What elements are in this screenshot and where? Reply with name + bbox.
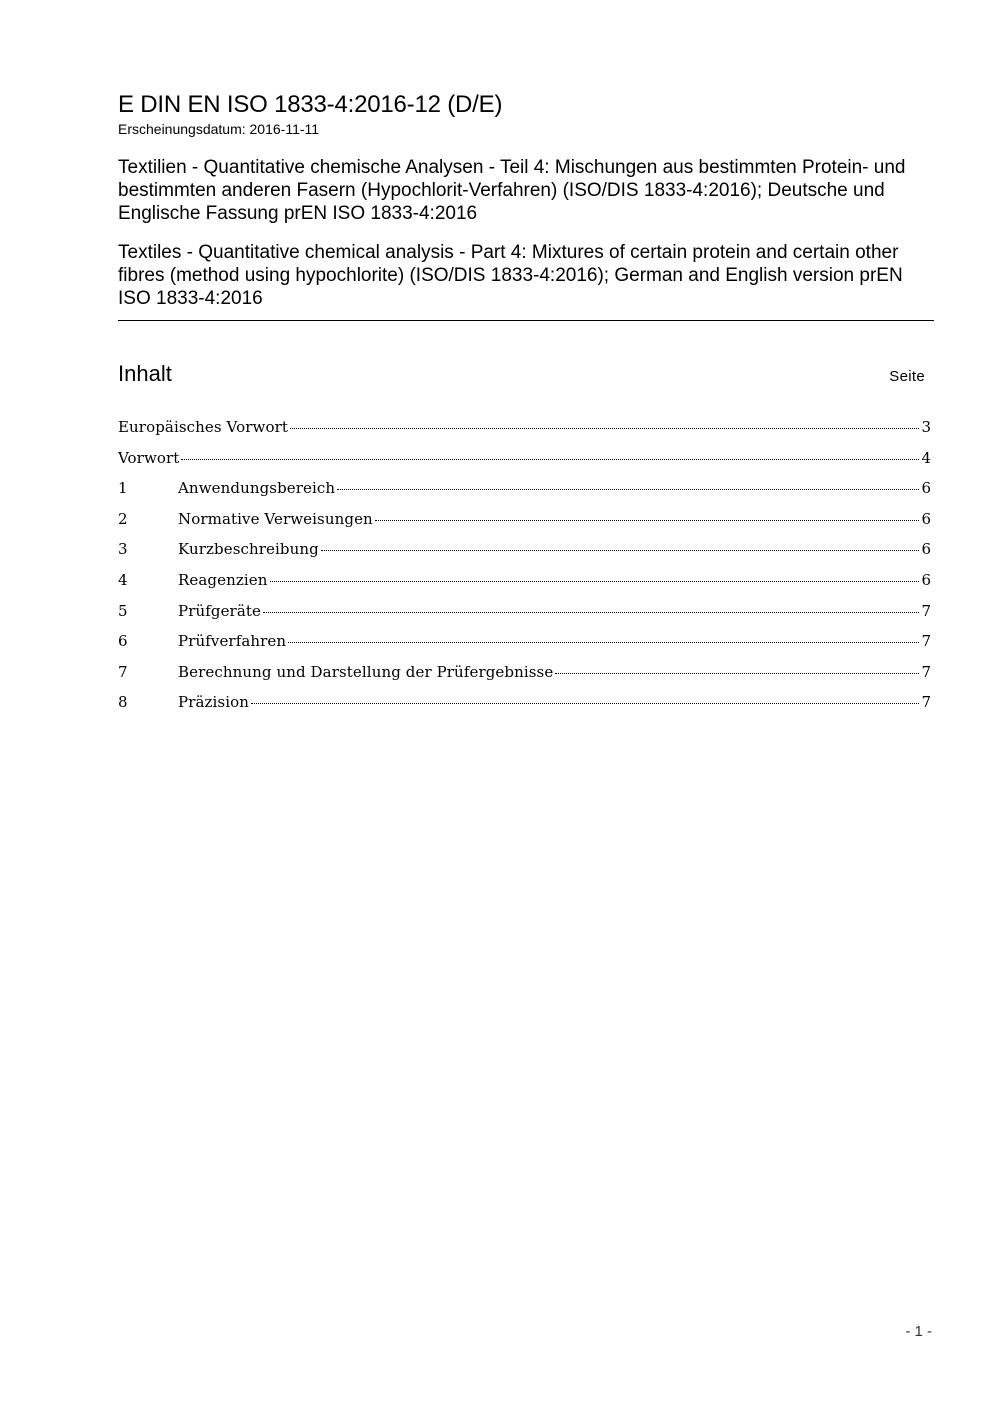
- table-of-contents: [118, 416, 931, 722]
- toc-entry-number: 7: [118, 662, 128, 681]
- toc-entry-pruefgeraete[interactable]: [118, 600, 931, 631]
- toc-entry-reagenzien[interactable]: [118, 569, 931, 600]
- toc-entry-page: 6: [921, 570, 931, 589]
- title-english: Textiles - Quantitative chemical analysis - Part 4: Mixtures of certain protein and certain other fibres (method using hypochlorite) (ISO/DIS 1833-4:2016); German and English version prEN ISO 1833-4:2016: [118, 242, 903, 309]
- toc-page-column-label: Seite: [889, 368, 925, 385]
- toc-heading: Inhalt: [118, 361, 172, 386]
- toc-leader-dots: [251, 691, 919, 704]
- toc-entry-page: 6: [921, 509, 931, 528]
- toc-entry-page: 6: [921, 540, 931, 559]
- toc-entry-page: 7: [921, 632, 931, 651]
- toc-entry-label: Präzision: [178, 693, 249, 712]
- toc-entry-praezision[interactable]: [118, 691, 931, 722]
- toc-entry-number: 1: [118, 479, 128, 498]
- toc-entry-kurzbeschreibung[interactable]: [118, 538, 931, 569]
- toc-leader-dots: [555, 661, 919, 674]
- toc-leader-dots: [375, 508, 920, 521]
- toc-entry-label: Reagenzien: [178, 570, 268, 589]
- toc-leader-dots: [263, 600, 919, 613]
- toc-entry-anwendungsbereich[interactable]: [118, 477, 931, 508]
- toc-leader-dots: [270, 569, 920, 582]
- toc-leader-dots: [288, 630, 919, 643]
- toc-leader-dots: [181, 447, 919, 460]
- toc-entry-number: 5: [118, 601, 128, 620]
- toc-entry-label: Prüfverfahren: [178, 632, 287, 651]
- toc-entry-page: 7: [921, 601, 931, 620]
- toc-entry-page: 3: [921, 418, 931, 436]
- toc-leader-dots: [321, 538, 920, 551]
- toc-entry-number: 3: [118, 540, 128, 559]
- toc-entry-normative-verweisungen[interactable]: [118, 508, 931, 539]
- toc-entry-number: 2: [118, 509, 128, 528]
- toc-leader-dots: [290, 416, 919, 429]
- toc-entry-number: 8: [118, 693, 128, 712]
- toc-entry-page: 6: [921, 479, 931, 498]
- document-header: [118, 90, 933, 310]
- title-divider: [118, 320, 934, 321]
- toc-entry-label: Berechnung und Darstellung der Prüfergebnisse: [178, 662, 554, 681]
- toc-leader-dots: [337, 477, 919, 490]
- toc-entry-label: Kurzbeschreibung: [178, 540, 319, 559]
- toc-entry-page: 4: [921, 448, 931, 467]
- toc-entry-vorwort[interactable]: [118, 447, 931, 478]
- toc-entry-europaeisches-vorwort[interactable]: [118, 416, 931, 447]
- toc-entry-label: Normative Verweisungen: [178, 509, 373, 528]
- toc-entry-pruefverfahren[interactable]: [118, 630, 931, 661]
- title-german: Textilien - Quantitative chemische Analysen - Teil 4: Mischungen aus bestimmten Protein- und bestimmten anderen Fasern (Hypochlorit-Verfahren) (ISO/DIS 1833-4:2016); Deutsche und Englische Fassung prEN ISO 1833-4:2016: [118, 157, 906, 224]
- document-code: E DIN EN ISO 1833-4:2016-12 (D/E): [118, 91, 503, 118]
- page-number: - 1 -: [905, 1323, 932, 1340]
- toc-entry-berechnung[interactable]: [118, 661, 931, 692]
- toc-entry-page: 7: [921, 662, 931, 681]
- publication-date: Erscheinungsdatum: 2016-11-11: [118, 121, 320, 137]
- toc-entry-page: 7: [921, 693, 931, 712]
- toc-entry-label: Prüfgeräte: [178, 601, 261, 620]
- toc-entry-label: Vorwort: [118, 448, 180, 467]
- toc-entry-number: 6: [118, 632, 128, 651]
- toc-entry-number: 4: [118, 570, 128, 589]
- toc-entry-label: Europäisches Vorwort: [118, 418, 288, 436]
- toc-entry-label: Anwendungsbereich: [178, 479, 336, 498]
